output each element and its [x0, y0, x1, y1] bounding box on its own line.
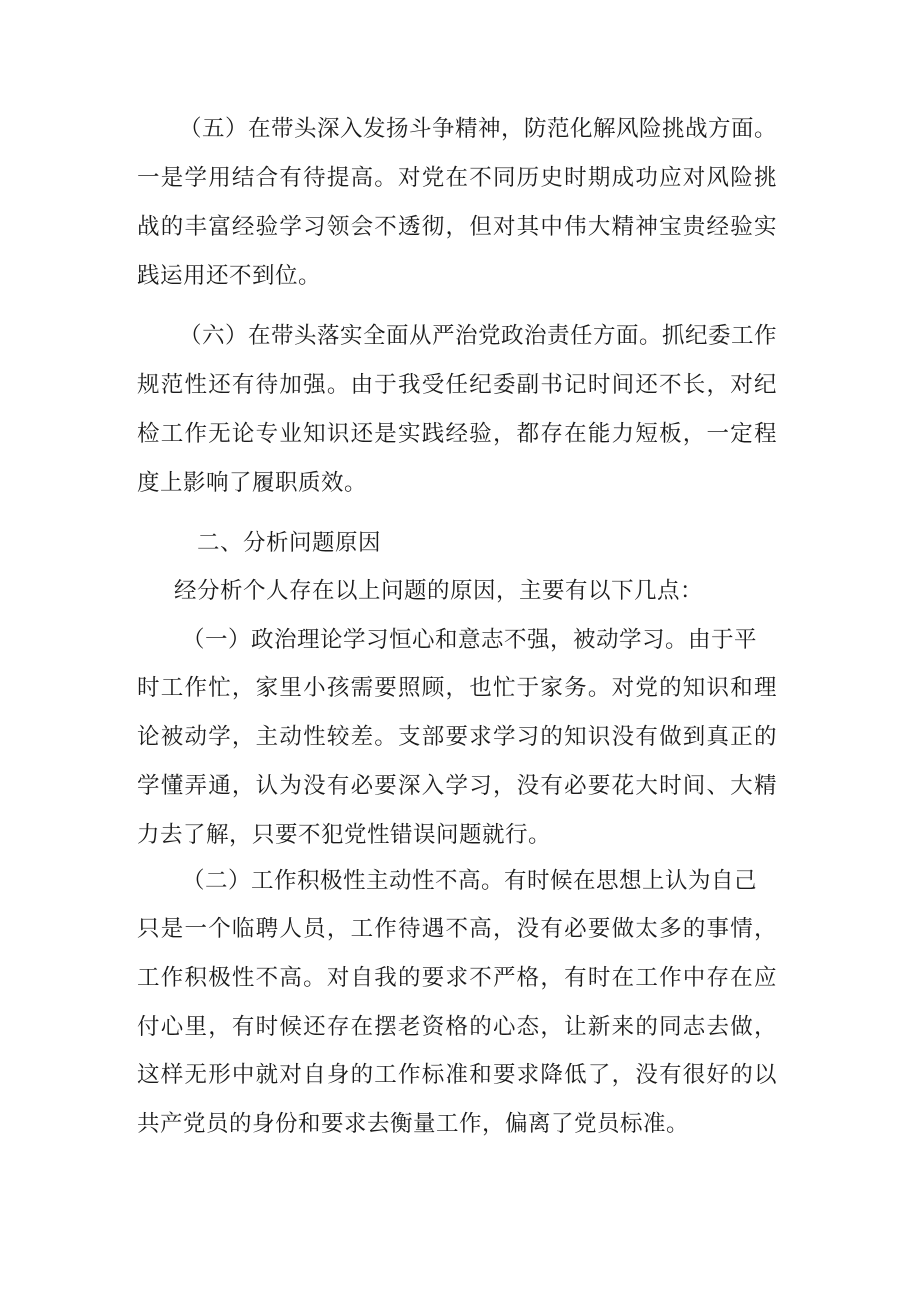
paragraph-5-line-2: 一是学用结合有待提高。对党在不同历史时期成功应对风险挑	[137, 165, 777, 191]
cause-2-line-3: 工作积极性不高。对自我的要求不严格，有时在工作中存在应	[137, 965, 777, 991]
cause-2-line-6: 共产党员的身份和要求去衡量工作，偏离了党员标准。	[137, 1111, 690, 1137]
paragraph-6-line-2: 规范性还有待加强。由于我受任纪委副书记时间还不长，对纪	[137, 372, 777, 398]
cause-2-line-2: 只是一个临聘人员，工作待遇不高，没有必要做太多的事情，	[137, 916, 777, 942]
cause-2-line-1: （二）工作积极性主动性不高。有时候在思想上认为自己	[182, 868, 758, 894]
cause-2-line-4: 付心里，有时候还存在摆老资格的心态，让新来的同志去做，	[137, 1014, 777, 1040]
paragraph-5-line-3: 战的丰富经验学习领会不透彻，但对其中伟大精神宝贵经验实	[137, 214, 777, 240]
cause-1-line-5: 力去了解，只要不犯党性错误问题就行。	[137, 822, 552, 848]
paragraph-6-line-4: 度上影响了履职质效。	[137, 470, 368, 496]
paragraph-5-line-4: 践运用还不到位。	[137, 263, 322, 289]
intro-line: 经分析个人存在以上问题的原因，主要有以下几点：	[174, 578, 704, 604]
paragraph-5-line-1: （五）在带头深入发扬斗争精神，防范化解风险挑战方面。	[179, 116, 778, 142]
cause-2-line-5: 这样无形中就对自身的工作标准和要求降低了，没有很好的以	[137, 1062, 777, 1088]
paragraph-6-line-1: （六）在带头落实全面从严治党政治责任方面。抓纪委工作	[179, 323, 778, 349]
cause-1-line-4: 学懂弄通，认为没有必要深入学习，没有必要花大时间、大精	[137, 773, 777, 799]
paragraph-6-line-3: 检工作无论专业知识还是实践经验，都存在能力短板，一定程	[137, 421, 777, 447]
cause-1-line-1: （一）政治理论学习恒心和意志不强，被动学习。由于平	[182, 627, 758, 653]
cause-1-line-2: 时工作忙，家里小孩需要照顾，也忙于家务。对党的知识和理	[137, 675, 777, 701]
section-heading-analysis: 二、分析问题原因	[197, 530, 382, 556]
cause-1-line-3: 论被动学，主动性较差。支部要求学习的知识没有做到真正的	[137, 724, 777, 750]
